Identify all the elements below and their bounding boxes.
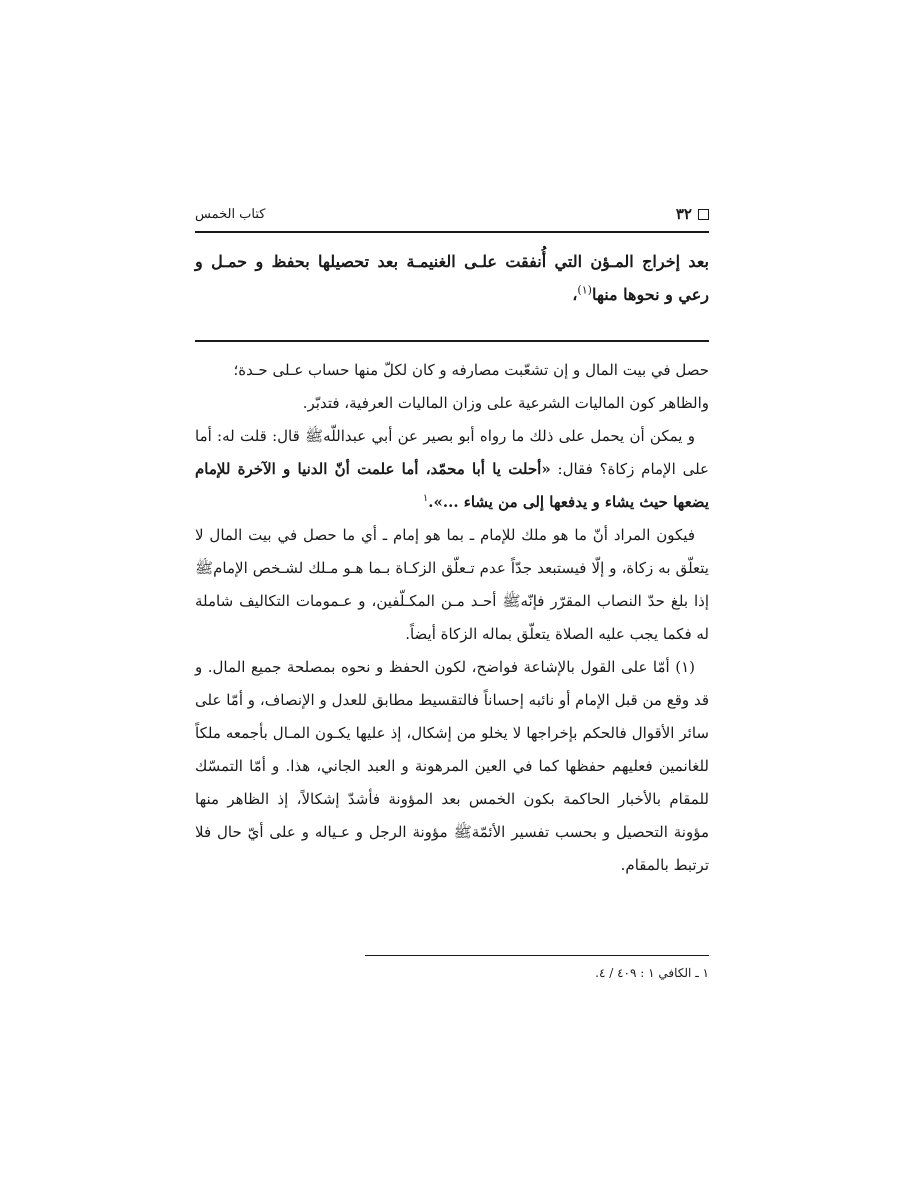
page-number: ٣٢ [675, 205, 692, 223]
note-line-2: والظاهر كون الماليات الشرعية على وزان الماليات العرفية، فتدبّر. [302, 394, 709, 412]
note-paragraph-2 [195, 420, 709, 519]
note-paragraph-4: (١) أمّا على القول بالإشاعة فواضح، لكون الحفظ و نحوه بمصلحة جميع المال. و قد وقع من قبل الإمام أو نائبه إحساناً فالتقسيط مطابق للعدل و الإنصاف، و أمّا على سائر الأقوال فالحكم بإخراجها لا يخلو من إشكال، إذ عليها يكـون المـال بأجمعه ملكاً للغانمين فعليهم حفظها كما في العين المرهونة و العبد الجاني، هذا. و أمّا التمسّك للمقام بالأخبار الحاكمة بكون الخمس بعد المؤونة فأشدّ إشكالاً، إذ الظاهر منها مؤونة التحصيل و بحسب تفسير الأئمّةﷺ مؤونة الرجل و عـياله و على أيّ حال فلا ترتبط بالمقام. [195, 658, 709, 874]
note-paragraph-2-quote: «أحلت يا أبا محمّد، أما علمت أنّ الدنيا و الآخرة للإمام يضعها حيث يشاء و يدفعها إلى من يشاء ...». [195, 460, 709, 511]
footnote-body [195, 354, 709, 882]
reference-line: ١ ـ الكافي ١ : ٤٠٩ / ٤. [595, 966, 709, 980]
footnote-divider [195, 340, 709, 342]
running-title: كتاب الخمس [195, 207, 266, 222]
note-line-1: حصل في بيت المال و إن تشعّبت مصارفه و كان لكلّ منها حساب عـلى حـدة؛ [233, 361, 709, 379]
note-marker: (١) [577, 283, 592, 297]
square-icon [698, 209, 709, 220]
note-paragraph-3: فيكون المراد أنّ ما هو ملك للإمام ـ بما هو إمام ـ أي ما حصل في بيت المال لا يتعلّق به زكاة، و إلّا فيستبعد جدّاً عدم تـعلّق الزكـاة بـما هـو مـلك لشـخص الإمامﷺ إذا بلغ حدّ النصاب المقرّر فإنّهﷺ أحـد مـن المكـلّفين، و عـمومات التكاليف شاملة له فكما يجب عليه الصلاة يتعلّق بماله الزكاة أيضاً. [195, 526, 709, 643]
page-number-block [676, 205, 709, 223]
page-header [195, 205, 709, 229]
main-text-part1: بعد إخراج المـؤن التي أُنفقت علـى الغنيمـة بعد تحصيلها بحفظ و حمـل و رعي و نحوها منها [195, 252, 709, 304]
header-divider [195, 231, 709, 233]
reference-divider [365, 955, 709, 956]
main-text-part2: ، [572, 285, 578, 304]
main-text [195, 245, 709, 311]
note-paragraph-2-marker: ١ [422, 493, 429, 504]
note-paragraph-2-normal: و يمكن أن يحمل على ذلك ما رواه أبو بصير عن أبي عبداللّه‌ﷺ قال: قلت له: أما على الإمام زكاة؟ فقال: [195, 427, 709, 478]
